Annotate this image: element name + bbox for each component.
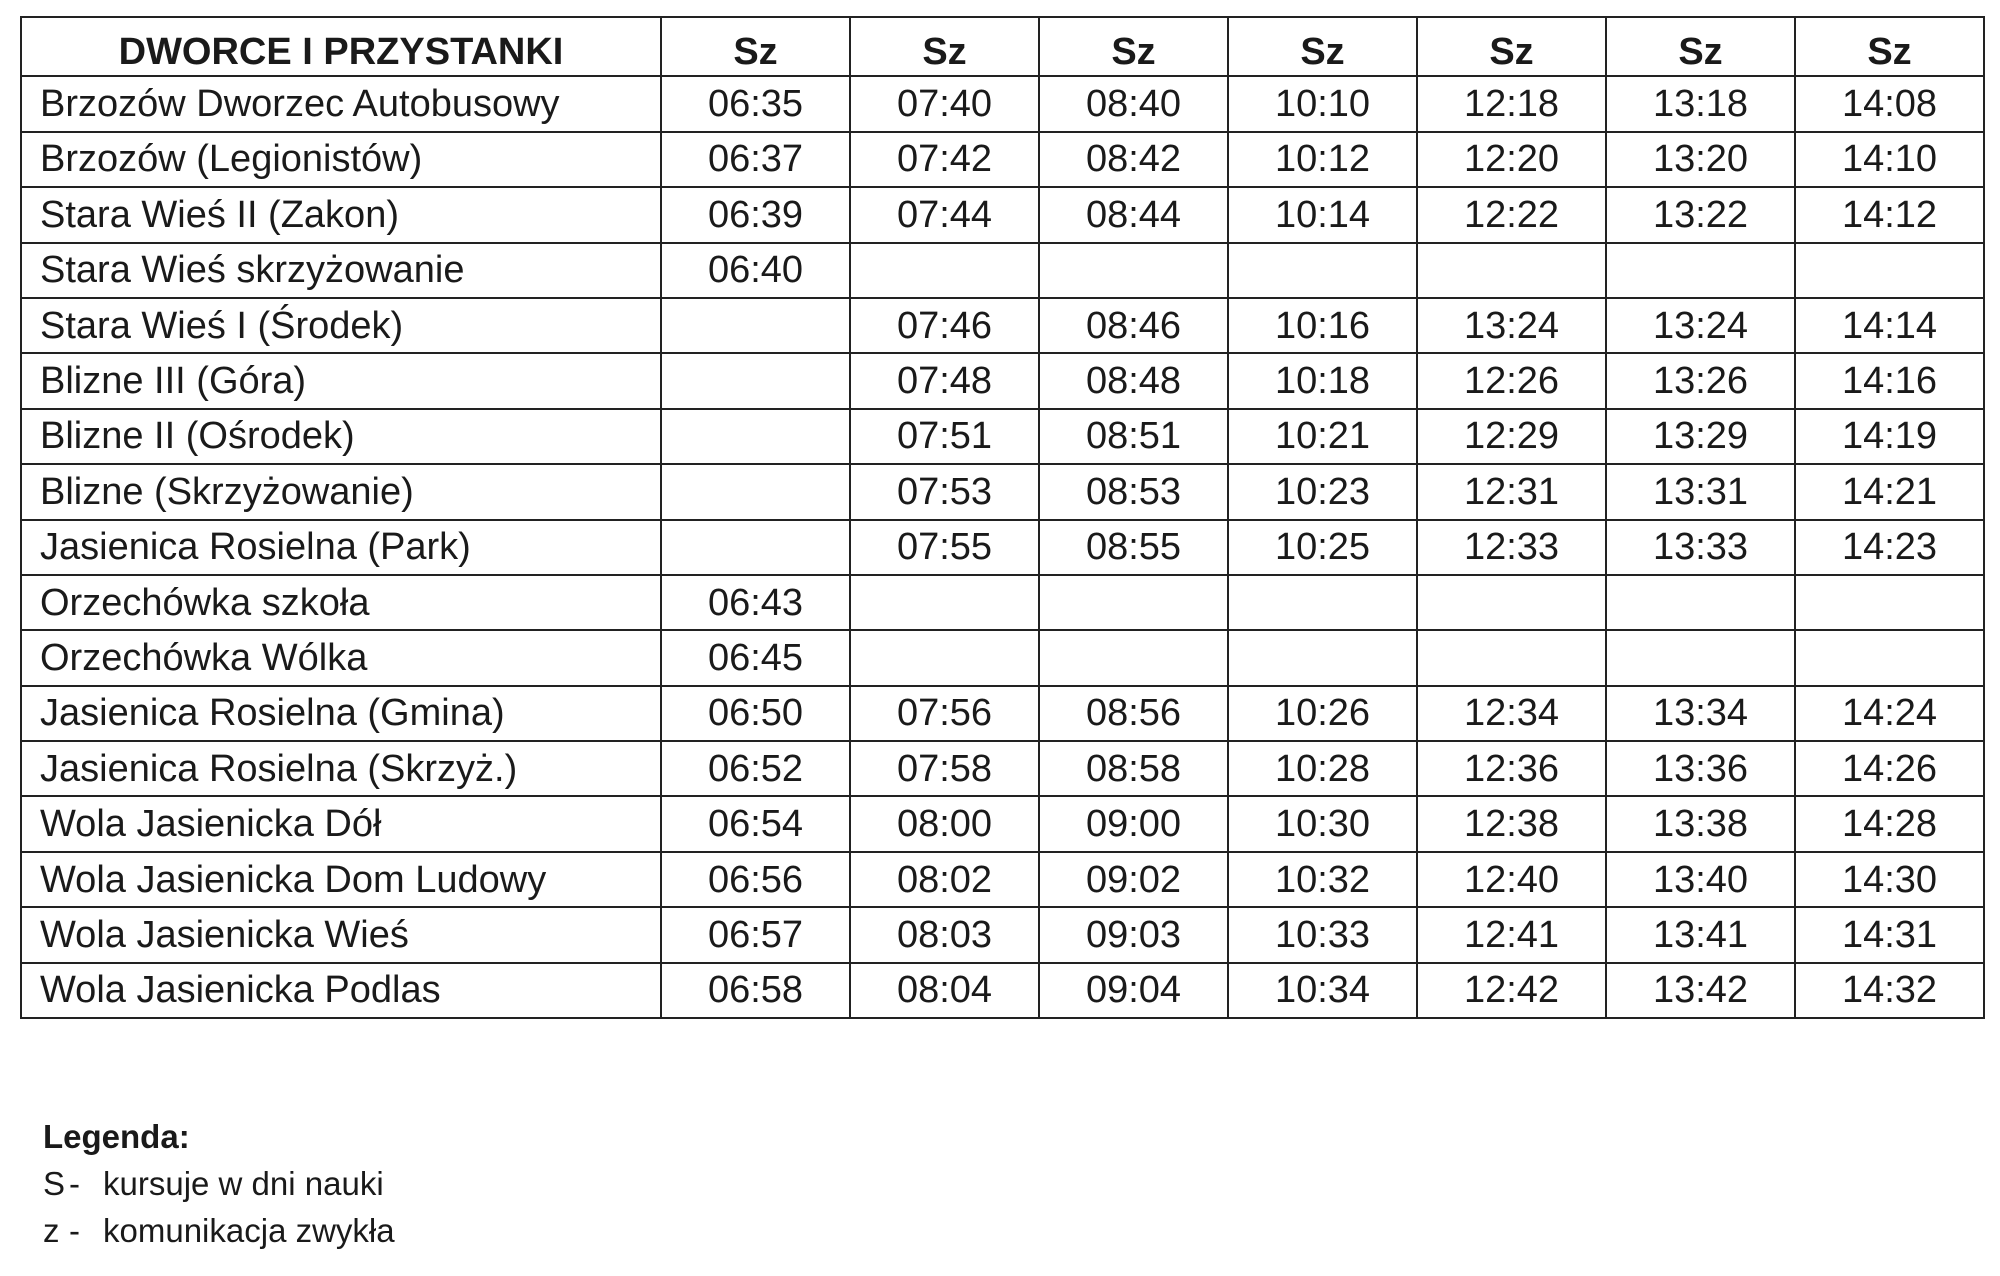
departure-time-cell (1228, 630, 1417, 685)
departure-time-cell (1417, 575, 1606, 630)
departure-time-cell: 07:48 (850, 353, 1039, 408)
departure-time-cell (661, 298, 850, 353)
departure-time-cell: 14:14 (1795, 298, 1984, 353)
departure-time-cell: 13:18 (1606, 76, 1795, 131)
run-column-header: Sz (1417, 17, 1606, 76)
departure-time-cell: 07:56 (850, 686, 1039, 741)
legend-symbol: S (43, 1165, 66, 1202)
departure-time-cell: 13:20 (1606, 132, 1795, 187)
legend-symbol: z (43, 1212, 60, 1249)
departure-time-cell: 10:18 (1228, 353, 1417, 408)
departure-time-cell: 06:54 (661, 796, 850, 851)
departure-time-cell: 08:53 (1039, 464, 1228, 519)
departure-time-cell: 14:24 (1795, 686, 1984, 741)
departure-time-cell: 09:03 (1039, 907, 1228, 962)
departure-time-cell: 06:43 (661, 575, 850, 630)
departure-time-cell: 13:38 (1606, 796, 1795, 851)
stop-name-cell: Wola Jasienicka Dom Ludowy (21, 852, 661, 907)
departure-time-cell (1795, 243, 1984, 298)
departure-time-cell: 14:19 (1795, 409, 1984, 464)
departure-time-cell: 09:04 (1039, 963, 1228, 1018)
stop-name-cell: Wola Jasienicka Dół (21, 796, 661, 851)
departure-time-cell: 06:37 (661, 132, 850, 187)
departure-time-cell: 10:32 (1228, 852, 1417, 907)
table-row (21, 686, 1984, 741)
departure-time-cell (1039, 575, 1228, 630)
departure-time-cell: 06:45 (661, 630, 850, 685)
departure-time-cell: 12:36 (1417, 741, 1606, 796)
departure-time-cell: 10:30 (1228, 796, 1417, 851)
table-row (21, 298, 1984, 353)
stop-name-cell: Orzechówka Wólka (21, 630, 661, 685)
legend-separator: - (69, 1212, 80, 1249)
table-row (21, 796, 1984, 851)
departure-time-cell: 08:58 (1039, 741, 1228, 796)
run-column-header: Sz (1795, 17, 1984, 76)
stop-name-cell: Wola Jasienicka Podlas (21, 963, 661, 1018)
departure-time-cell: 08:04 (850, 963, 1039, 1018)
departure-time-cell (661, 409, 850, 464)
departure-time-cell: 10:34 (1228, 963, 1417, 1018)
departure-time-cell (850, 630, 1039, 685)
departure-time-cell (1606, 575, 1795, 630)
departure-time-cell: 06:58 (661, 963, 850, 1018)
departure-time-cell (1039, 630, 1228, 685)
departure-time-cell (661, 464, 850, 519)
departure-time-cell: 08:40 (1039, 76, 1228, 131)
departure-time-cell: 07:55 (850, 520, 1039, 575)
table-row (21, 243, 1984, 298)
departure-time-cell: 10:16 (1228, 298, 1417, 353)
departure-time-cell: 13:36 (1606, 741, 1795, 796)
stop-name-cell: Wola Jasienicka Wieś (21, 907, 661, 962)
departure-time-cell: 14:10 (1795, 132, 1984, 187)
table-row (21, 409, 1984, 464)
table-row (21, 907, 1984, 962)
legend-text: komunikacja zwykła (103, 1212, 395, 1249)
departure-time-cell: 12:34 (1417, 686, 1606, 741)
departure-time-cell: 12:22 (1417, 187, 1606, 242)
departure-time-cell: 07:40 (850, 76, 1039, 131)
departure-time-cell (1795, 630, 1984, 685)
table-row (21, 520, 1984, 575)
departure-time-cell: 10:33 (1228, 907, 1417, 962)
departure-time-cell: 06:52 (661, 741, 850, 796)
departure-time-cell: 06:35 (661, 76, 850, 131)
departure-time-cell: 06:57 (661, 907, 850, 962)
departure-time-cell: 10:25 (1228, 520, 1417, 575)
departure-time-cell (1228, 243, 1417, 298)
departure-time-cell: 13:26 (1606, 353, 1795, 408)
stop-name-cell: Brzozów Dworzec Autobusowy (21, 76, 661, 131)
departure-time-cell: 06:39 (661, 187, 850, 242)
stop-name-cell: Orzechówka szkoła (21, 575, 661, 630)
stop-name-cell: Blizne III (Góra) (21, 353, 661, 408)
departure-time-cell: 08:51 (1039, 409, 1228, 464)
departure-time-cell: 14:23 (1795, 520, 1984, 575)
departure-time-cell: 12:40 (1417, 852, 1606, 907)
departure-time-cell: 13:24 (1417, 298, 1606, 353)
stop-name-cell: Blizne (Skrzyżowanie) (21, 464, 661, 519)
table-row (21, 575, 1984, 630)
departure-time-cell: 12:41 (1417, 907, 1606, 962)
departure-time-cell: 08:48 (1039, 353, 1228, 408)
departure-time-cell: 13:40 (1606, 852, 1795, 907)
departure-time-cell: 14:12 (1795, 187, 1984, 242)
departure-time-cell: 08:55 (1039, 520, 1228, 575)
departure-time-cell: 14:30 (1795, 852, 1984, 907)
stop-name-cell: Blizne II (Ośrodek) (21, 409, 661, 464)
departure-time-cell (1606, 243, 1795, 298)
departure-time-cell: 14:28 (1795, 796, 1984, 851)
departure-time-cell: 12:26 (1417, 353, 1606, 408)
timetable-body (21, 76, 1984, 1018)
departure-time-cell: 13:22 (1606, 187, 1795, 242)
run-column-header: Sz (850, 17, 1039, 76)
departure-time-cell: 14:32 (1795, 963, 1984, 1018)
departure-time-cell (661, 353, 850, 408)
departure-time-cell: 13:42 (1606, 963, 1795, 1018)
departure-time-cell: 12:31 (1417, 464, 1606, 519)
departure-time-cell: 14:31 (1795, 907, 1984, 962)
departure-time-cell (1795, 575, 1984, 630)
run-column-header: Sz (661, 17, 850, 76)
departure-time-cell: 13:33 (1606, 520, 1795, 575)
departure-time-cell (1606, 630, 1795, 685)
legend (43, 1113, 395, 1254)
departure-time-cell: 07:44 (850, 187, 1039, 242)
departure-time-cell: 12:20 (1417, 132, 1606, 187)
departure-time-cell: 08:03 (850, 907, 1039, 962)
departure-time-cell: 06:40 (661, 243, 850, 298)
table-row (21, 963, 1984, 1018)
departure-time-cell: 06:56 (661, 852, 850, 907)
departure-time-cell: 07:53 (850, 464, 1039, 519)
departure-time-cell: 14:16 (1795, 353, 1984, 408)
departure-time-cell (661, 520, 850, 575)
departure-time-cell: 08:00 (850, 796, 1039, 851)
table-row (21, 852, 1984, 907)
stop-name-cell: Jasienica Rosielna (Gmina) (21, 686, 661, 741)
departure-time-cell: 07:46 (850, 298, 1039, 353)
departure-time-cell: 08:44 (1039, 187, 1228, 242)
table-row (21, 353, 1984, 408)
legend-title: Legenda: (43, 1118, 190, 1155)
departure-time-cell (1417, 243, 1606, 298)
departure-time-cell: 10:21 (1228, 409, 1417, 464)
departure-time-cell: 13:31 (1606, 464, 1795, 519)
departure-time-cell: 07:58 (850, 741, 1039, 796)
departure-time-cell: 12:33 (1417, 520, 1606, 575)
departure-time-cell: 08:56 (1039, 686, 1228, 741)
departure-time-cell: 06:50 (661, 686, 850, 741)
table-row (21, 464, 1984, 519)
departure-time-cell: 10:28 (1228, 741, 1417, 796)
departure-time-cell: 12:42 (1417, 963, 1606, 1018)
table-row (21, 187, 1984, 242)
departure-time-cell: 13:29 (1606, 409, 1795, 464)
departure-time-cell: 12:38 (1417, 796, 1606, 851)
departure-time-cell (1228, 575, 1417, 630)
departure-time-cell: 14:21 (1795, 464, 1984, 519)
stop-name-cell: Jasienica Rosielna (Park) (21, 520, 661, 575)
departure-time-cell: 08:42 (1039, 132, 1228, 187)
stops-column-header: DWORCE I PRZYSTANKI (21, 17, 661, 76)
run-column-header: Sz (1606, 17, 1795, 76)
departure-time-cell: 08:46 (1039, 298, 1228, 353)
departure-time-cell: 14:08 (1795, 76, 1984, 131)
departure-time-cell: 09:02 (1039, 852, 1228, 907)
departure-time-cell: 10:14 (1228, 187, 1417, 242)
departure-time-cell: 07:42 (850, 132, 1039, 187)
departure-time-cell: 10:23 (1228, 464, 1417, 519)
timetable (20, 16, 1985, 1019)
departure-time-cell: 13:24 (1606, 298, 1795, 353)
stop-name-cell: Stara Wieś I (Środek) (21, 298, 661, 353)
departure-time-cell: 09:00 (1039, 796, 1228, 851)
departure-time-cell (850, 243, 1039, 298)
departure-time-cell: 12:29 (1417, 409, 1606, 464)
departure-time-cell: 12:18 (1417, 76, 1606, 131)
stop-name-cell: Jasienica Rosielna (Skrzyż.) (21, 741, 661, 796)
table-row (21, 741, 1984, 796)
departure-time-cell: 13:41 (1606, 907, 1795, 962)
run-column-header: Sz (1039, 17, 1228, 76)
legend-item (43, 1160, 395, 1207)
table-row (21, 132, 1984, 187)
departure-time-cell: 08:02 (850, 852, 1039, 907)
table-row (21, 76, 1984, 131)
departure-time-cell: 14:26 (1795, 741, 1984, 796)
departure-time-cell: 10:12 (1228, 132, 1417, 187)
stop-name-cell: Stara Wieś skrzyżowanie (21, 243, 661, 298)
departure-time-cell (1417, 630, 1606, 685)
departure-time-cell: 13:34 (1606, 686, 1795, 741)
table-row (21, 630, 1984, 685)
run-column-header: Sz (1228, 17, 1417, 76)
departure-time-cell (850, 575, 1039, 630)
legend-text: kursuje w dni nauki (103, 1165, 384, 1202)
departure-time-cell: 10:26 (1228, 686, 1417, 741)
stop-name-cell: Brzozów (Legionistów) (21, 132, 661, 187)
legend-item (43, 1207, 395, 1254)
legend-separator: - (69, 1165, 80, 1202)
header-row (21, 17, 1984, 76)
departure-time-cell: 07:51 (850, 409, 1039, 464)
stop-name-cell: Stara Wieś II (Zakon) (21, 187, 661, 242)
departure-time-cell (1039, 243, 1228, 298)
departure-time-cell: 10:10 (1228, 76, 1417, 131)
